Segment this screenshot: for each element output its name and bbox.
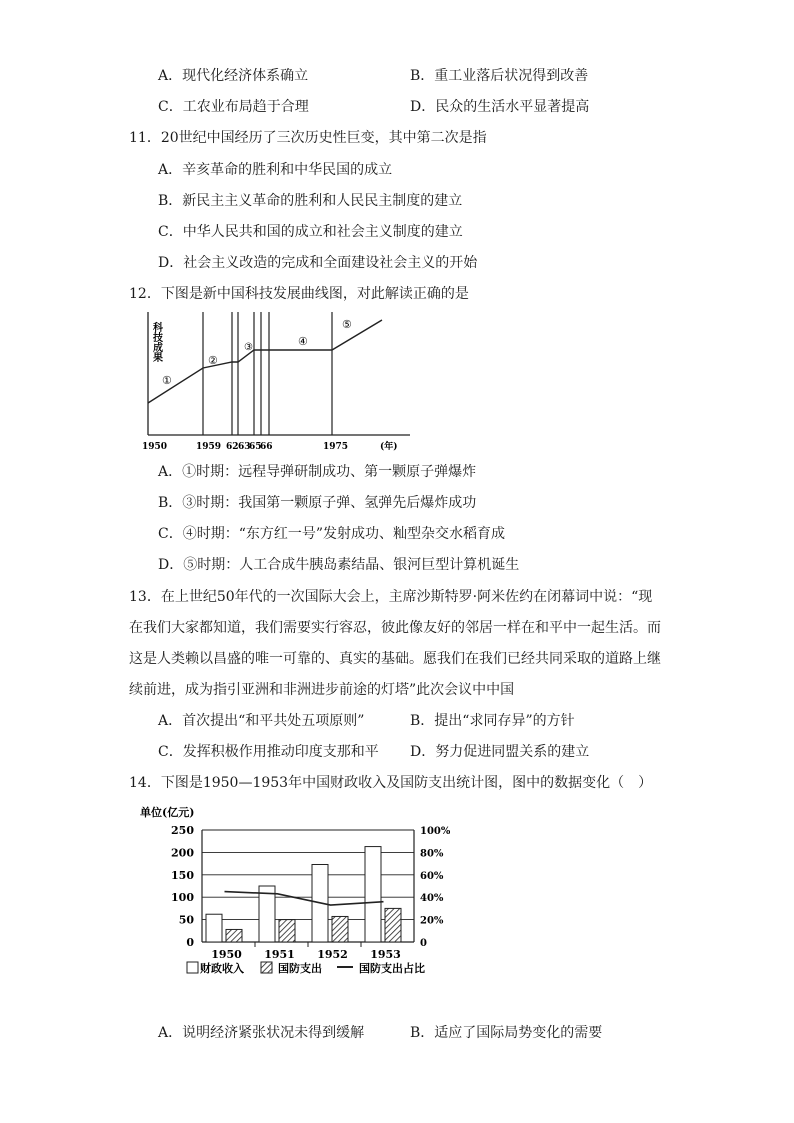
chart-ylabel: 单位(亿元) — [140, 806, 195, 819]
y2-tick-label: 60% — [420, 870, 444, 882]
figure-ylabel: 科技成果 — [150, 322, 162, 362]
q12-stem: 12．下图是新中国科技发展曲线图，对此解读正确的是 — [129, 286, 469, 302]
period-5: ⑤ — [342, 318, 352, 331]
y-tick-label: 0 — [186, 936, 194, 949]
q13-option-d: D．努力促进同盟关系的建立 — [410, 744, 590, 760]
y2-tick-label: 40% — [420, 893, 444, 905]
tech-curve — [148, 320, 382, 403]
q11-option-c: C．中华人民共和国的成立和社会主义制度的建立 — [158, 224, 463, 240]
q13-option-b: B．提出“求同存异”的方针 — [410, 713, 575, 729]
tech-development-figure — [140, 308, 420, 456]
q10-option-d: D．民众的生活水平显著提高 — [410, 99, 590, 115]
y-tick-label: 250 — [171, 824, 194, 837]
y-tick-label: 200 — [171, 846, 194, 860]
bar-defense — [226, 929, 242, 942]
period-2: ② — [208, 354, 218, 367]
xtick-65: 65 — [249, 442, 262, 452]
y-tick-label: 50 — [178, 913, 194, 927]
bar-defense — [385, 908, 401, 942]
xtick-63: 63 — [238, 442, 251, 452]
q13-option-a: A．首次提出“和平共处五项原则” — [158, 713, 365, 729]
q11-option-a: A．辛亥革命的胜利和中华民国的成立 — [158, 162, 393, 178]
y2-tick-label: 0 — [420, 938, 427, 949]
ratio-line — [225, 892, 384, 905]
bar-revenue — [206, 914, 222, 942]
q12-option-a: A．①时期：远程导弹研制成功、第一颗原子弹爆炸 — [158, 464, 477, 480]
legend-swatch-defense — [261, 962, 272, 973]
q11-option-b: B．新民主主义革命的胜利和人民民主制度的建立 — [158, 193, 463, 209]
period-3: ③ — [244, 342, 253, 353]
legend-swatch-revenue — [187, 962, 198, 973]
x-tick-label: 1952 — [317, 948, 348, 961]
x-tick-label: 1953 — [370, 948, 401, 961]
q13-stem-line-3: 这是人类赖以昌盛的唯一可靠的、真实的基础。愿我们在我们已经共同采取的道路上继 — [129, 651, 661, 667]
q11-option-d: D．社会主义改造的完成和全面建设社会主义的开始 — [158, 255, 478, 271]
xtick-1975: 1975 — [323, 442, 349, 452]
q13-stem-line-1: 13．在上世纪50年代的一次国际大会上，主席沙斯特罗·阿米佐约在闭幕词中说：“现 — [129, 589, 653, 605]
y2-tick-label: 20% — [420, 915, 444, 927]
finance-chart — [140, 800, 450, 985]
q10-option-b: B．重工业落后状况得到改善 — [410, 68, 589, 84]
q10-option-a: A．现代化经济体系确立 — [158, 68, 309, 84]
legend-revenue: 财政收入 — [200, 962, 244, 975]
xtick-1950: 1950 — [142, 442, 168, 452]
legend-defense: 国防支出 — [278, 962, 322, 975]
bar-defense — [279, 920, 295, 942]
legend-ratio: 国防支出占比 — [359, 962, 425, 975]
y-tick-label: 100 — [171, 891, 194, 905]
y2-tick-label: 80% — [420, 848, 444, 860]
q14-option-a: A．说明经济紧张状况未得到缓解 — [158, 1025, 365, 1041]
xtick-66: 66 — [260, 442, 273, 452]
q14-stem: 14．下图是1950—1953年中国财政收入及国防支出统计图，图中的数据变化（ ） — [129, 775, 653, 791]
xtick-1959: 1959 — [196, 442, 222, 452]
xtick-62: 62 — [226, 442, 239, 452]
q13-option-c: C．发挥积极作用推动印度支那和平 — [158, 744, 379, 760]
x-tick-label: 1950 — [211, 948, 242, 961]
q14-option-b: B．适应了国际局势变化的需要 — [410, 1025, 603, 1041]
y2-tick-label: 100% — [420, 826, 450, 837]
x-tick-label: 1951 — [264, 948, 295, 961]
q12-option-b: B．③时期：我国第一颗原子弹、氢弹先后爆炸成功 — [158, 495, 477, 511]
q11-stem: 11．20世纪中国经历了三次历史性巨变，其中第二次是指 — [129, 130, 487, 146]
q10-option-c: C．工农业布局趋于合理 — [158, 99, 309, 115]
xunit: (年) — [380, 442, 398, 452]
y-tick-label: 150 — [171, 868, 194, 882]
q12-option-c: C．④时期：“东方红一号”发射成功、籼型杂交水稻育成 — [158, 526, 506, 542]
q12-option-d: D．⑤时期：人工合成牛胰岛素结晶、银河巨型计算机诞生 — [158, 557, 520, 573]
bar-revenue — [365, 847, 381, 942]
q13-stem-line-4: 续前进，成为指引亚洲和非洲进步前途的灯塔”此次会议中中国 — [129, 682, 515, 698]
q13-stem-line-2: 在我们大家都知道，我们需要实行容忍，彼此像友好的邻居一样在和平中一起生活。而 — [129, 620, 661, 636]
period-4: ④ — [298, 335, 308, 348]
period-1: ① — [162, 374, 172, 387]
bar-defense — [332, 916, 348, 942]
